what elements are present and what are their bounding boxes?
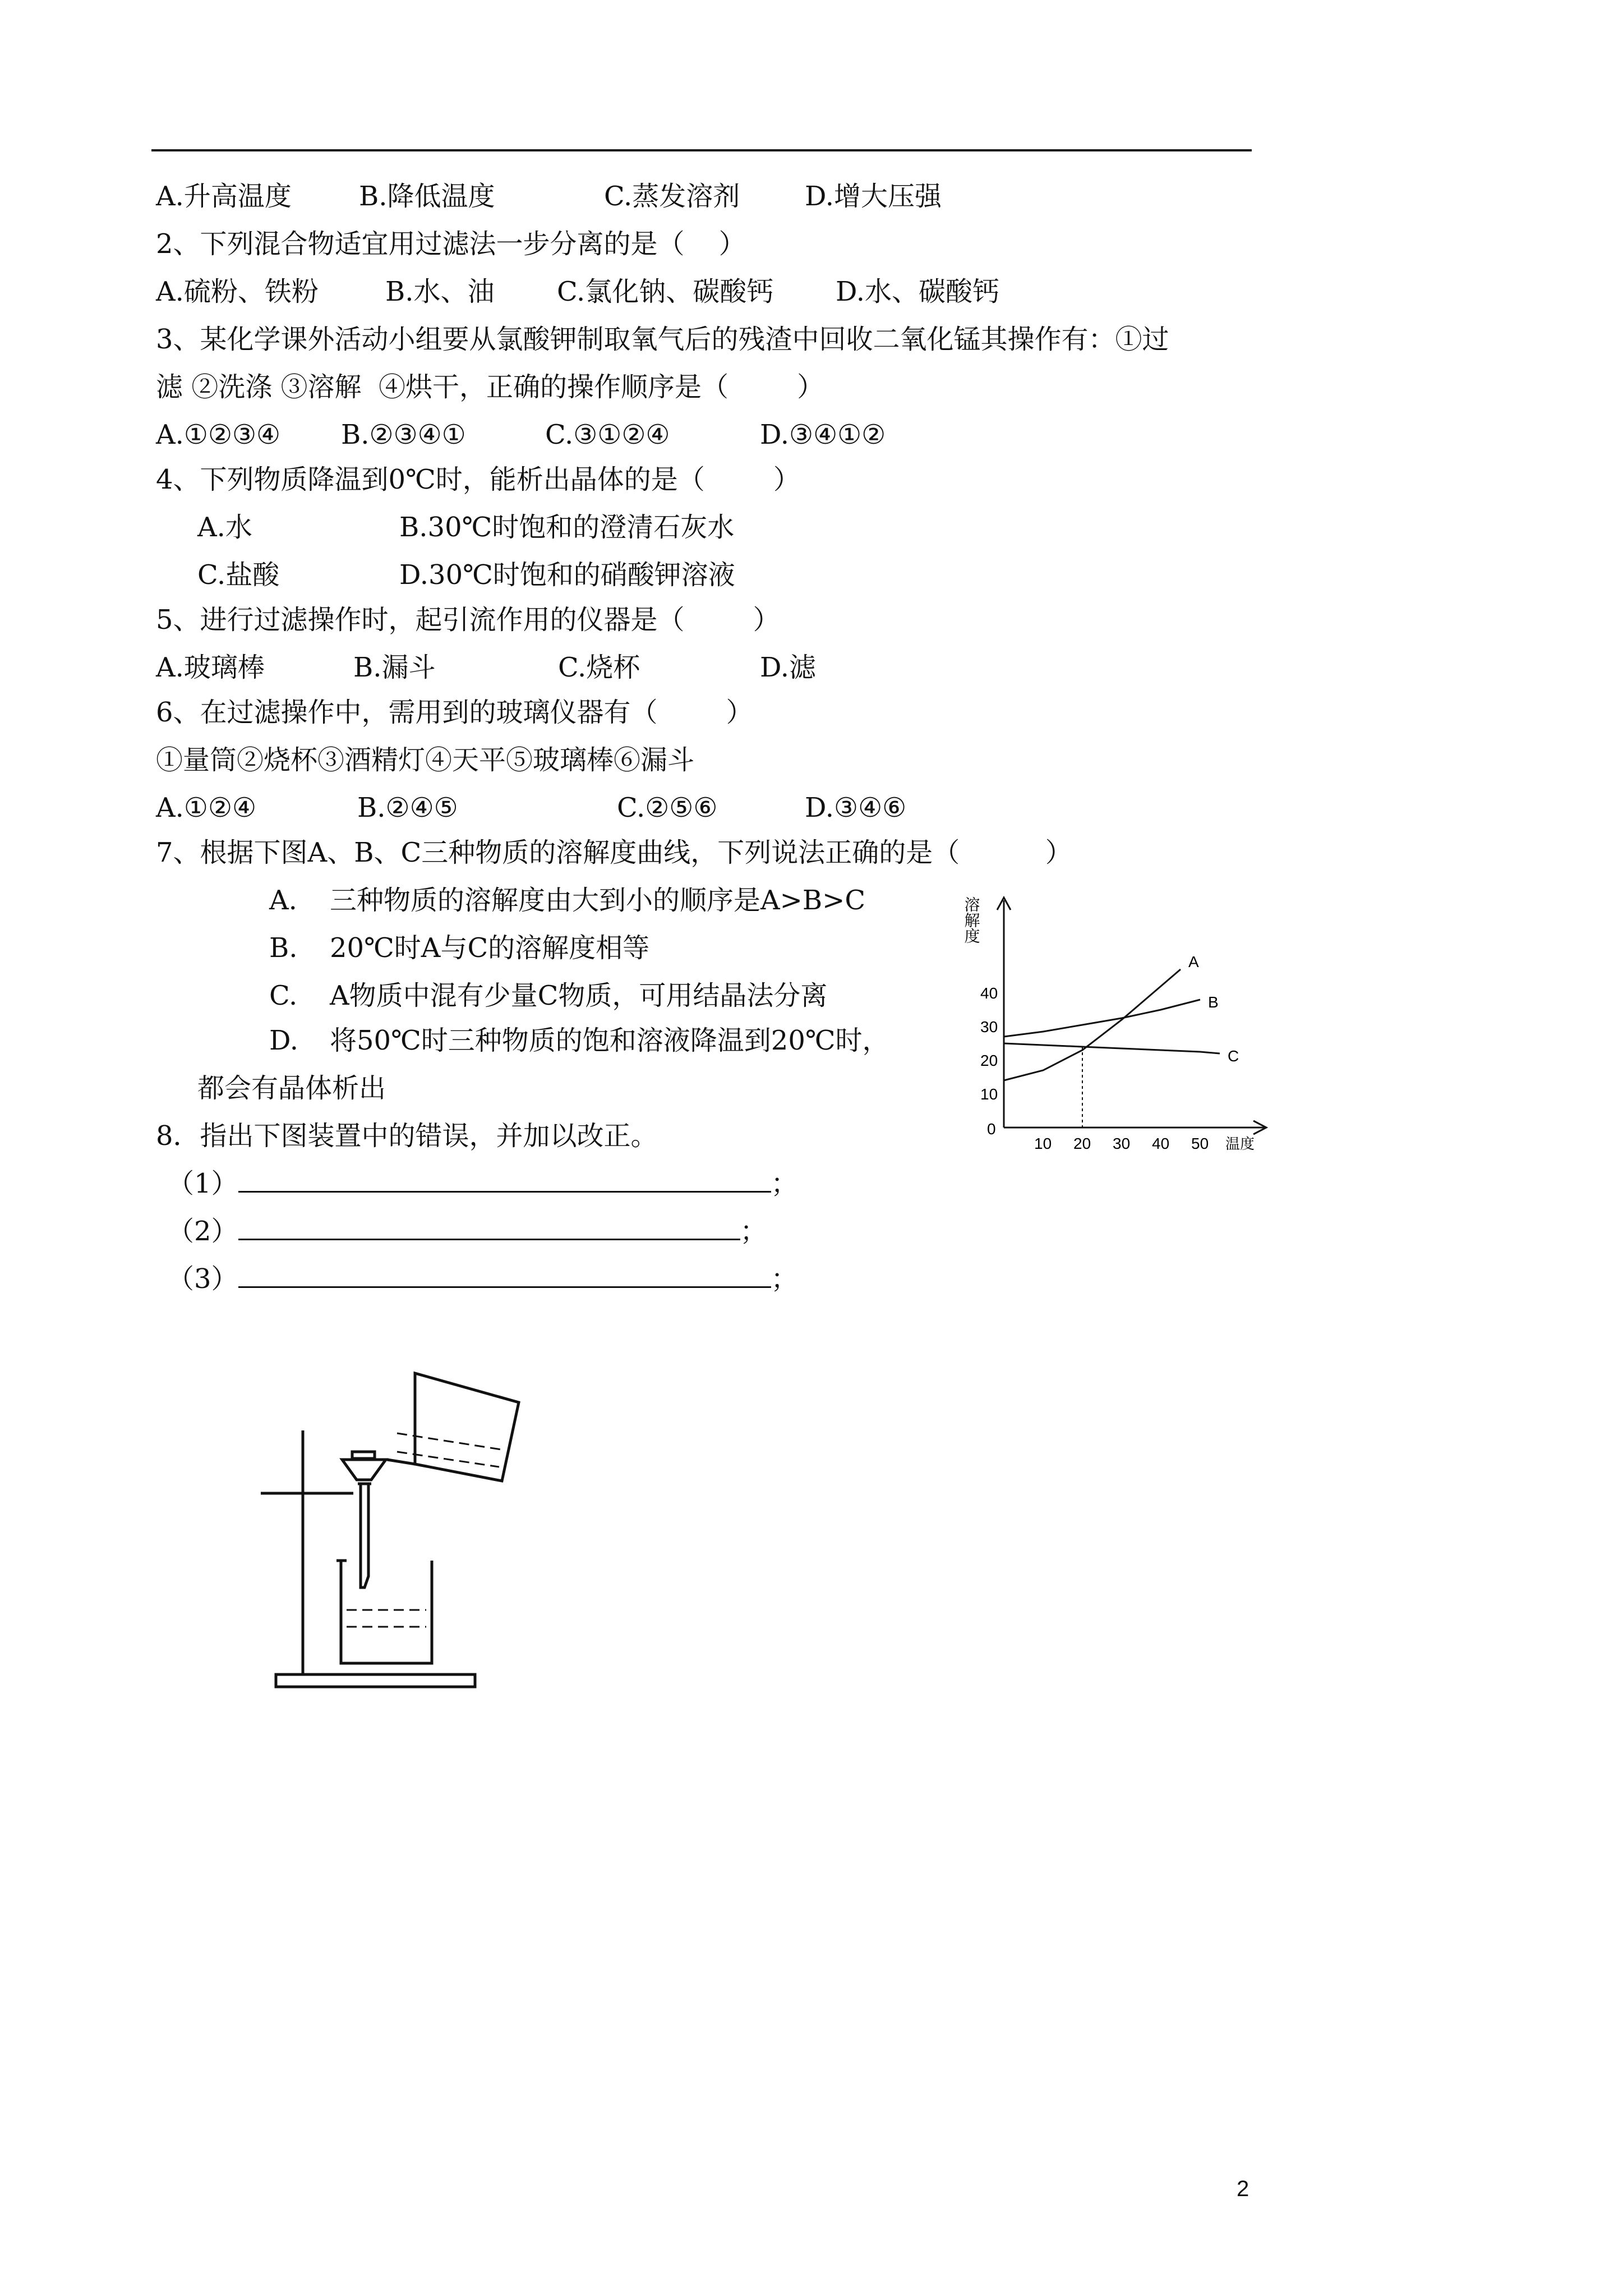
funnel-cone (342, 1460, 386, 1480)
q1-option-c: C.蒸发溶剂 (604, 181, 740, 212)
liquid-levels (347, 1433, 505, 1627)
q2-option-b: B.水、油 (385, 276, 495, 307)
pouring-beaker (415, 1373, 519, 1481)
q4-option-c: C.盐酸 (197, 559, 280, 591)
series-line-C (1004, 1043, 1220, 1053)
q8-blank-end-3: ； (771, 1263, 798, 1295)
q8-blank-row-2 (167, 1214, 767, 1248)
x-axis-label: 温度 (1225, 1136, 1255, 1153)
q4-option-b: B.30℃时饱和的澄清石灰水 (399, 512, 735, 543)
q8-blank-label-1: （1） (167, 1168, 238, 1199)
q3-option-d: D.③④①② (760, 419, 886, 450)
q7-option-d-continued: 都会有晶体析出 (197, 1073, 386, 1104)
q3-option-c: C.③①②④ (545, 419, 670, 450)
q1-option-b: B.降低温度 (359, 181, 495, 212)
filtration-apparatus-diagram (247, 1363, 538, 1700)
q8-blank-row-3 (167, 1262, 798, 1296)
q5-option-d: D.滤 (760, 652, 817, 683)
q7-option-a-label: A. (269, 885, 297, 916)
q8-answer-blank-2[interactable] (238, 1216, 740, 1240)
q5-option-c: C.烧杯 (558, 652, 640, 683)
q2-option-c: C.氯化钠、碳酸钙 (557, 276, 774, 307)
q2-stem: 2、下列混合物适宜用过滤法一步分离的是（ ） (156, 228, 746, 260)
q2-option-a: A.硫粉、铁粉 (156, 276, 319, 307)
funnel-stem (361, 1484, 368, 1588)
q1-option-a: A.升高温度 (156, 181, 292, 212)
y-axis-label: 溶解度 (962, 896, 981, 944)
q8-blank-row-1 (167, 1167, 798, 1200)
y-tick-label-40: 40 (980, 984, 998, 1002)
q3-stem-line2: 滤 ②洗涤 ③溶解 ④烘干，正确的操作顺序是（ ） (156, 371, 824, 403)
q1-option-d: D.增大压强 (805, 181, 942, 212)
q7-option-b-label: B. (269, 932, 298, 964)
q7-option-d: 将50℃时三种物质的饱和溶液降温到20℃时， (330, 1025, 889, 1056)
q5-option-b: B.漏斗 (353, 652, 436, 683)
q5-option-a: A.玻璃棒 (156, 652, 265, 683)
y-tick-label-20: 20 (980, 1052, 998, 1069)
series-label-A: A (1188, 953, 1199, 970)
series-label-B: B (1208, 993, 1219, 1011)
q6-option-c: C.②⑤⑥ (617, 792, 718, 823)
q6-option-d: D.③④⑥ (805, 792, 907, 823)
q4-stem: 4、下列物质降温到0℃时，能析出晶体的是（ ） (156, 464, 800, 495)
origin-tick-label: 0 (987, 1120, 996, 1138)
q4-option-d: D.30℃时饱和的硝酸钾溶液 (399, 559, 735, 591)
y-tick-label-30: 30 (980, 1018, 998, 1036)
header-rule (151, 149, 1252, 151)
y-tick-label-10: 10 (980, 1085, 998, 1103)
q7-option-d-label: D. (269, 1025, 299, 1056)
series-line-B (1004, 1000, 1200, 1037)
x-tick-label-30: 30 (1113, 1135, 1131, 1152)
q8-answer-blank-1[interactable] (238, 1168, 771, 1193)
q3-stem-line1: 3、某化学课外活动小组要从氯酸钾制取氧气后的残渣中回收二氧化锰其操作有：①过 (156, 324, 1169, 355)
q7-stem: 7、根据下图A、B、C三种物质的溶解度曲线，下列说法正确的是（ ） (156, 837, 1072, 868)
pouring-lip (387, 1460, 415, 1464)
q8-blank-end-2: ； (740, 1216, 767, 1247)
q8-blank-label-3: （3） (167, 1263, 238, 1295)
q6-stem: 6、在过滤操作中，需用到的玻璃仪器有（ ） (156, 697, 753, 728)
q6-option-a: A.①②④ (156, 792, 257, 823)
q7-option-a: 三种物质的溶解度由大到小的顺序是A>B>C (330, 885, 866, 916)
q4-option-a: A.水 (197, 512, 252, 543)
q8-answer-blank-3[interactable] (238, 1264, 771, 1288)
q3-option-b: B.②③④① (341, 419, 466, 450)
x-tick-label-40: 40 (1152, 1135, 1170, 1152)
x-tick-label-50: 50 (1191, 1135, 1209, 1152)
series-label-C: C (1228, 1047, 1239, 1065)
q8-stem: 8．指出下图装置中的错误，并加以改正。 (156, 1120, 658, 1152)
q6-item-list: ①量筒②烧杯③酒精灯④天平⑤玻璃棒⑥漏斗 (156, 744, 695, 776)
x-tick-label-20: 20 (1073, 1135, 1091, 1152)
funnel-rim (352, 1452, 375, 1458)
series-line-A (1004, 969, 1181, 1080)
q7-option-c: A物质中混有少量C物质，可用结晶法分离 (330, 980, 828, 1011)
page-number: 2 (1237, 2177, 1249, 2201)
stand-base (276, 1674, 475, 1687)
q7-option-b: 20℃时A与C的溶解度相等 (330, 932, 650, 964)
q2-option-d: D.水、碳酸钙 (836, 276, 1000, 307)
q7-option-c-label: C. (269, 980, 298, 1011)
q8-blank-end-1: ； (771, 1168, 798, 1199)
receiving-beaker (341, 1561, 432, 1663)
q3-option-a: A.①②③④ (156, 419, 281, 450)
q5-stem: 5、进行过滤操作时，起引流作用的仪器是（ ） (156, 604, 780, 636)
q6-option-b: B.②④⑤ (357, 792, 458, 823)
x-tick-label-10: 10 (1034, 1135, 1052, 1152)
solubility-chart (959, 881, 1279, 1161)
q8-blank-label-2: （2） (167, 1216, 238, 1247)
